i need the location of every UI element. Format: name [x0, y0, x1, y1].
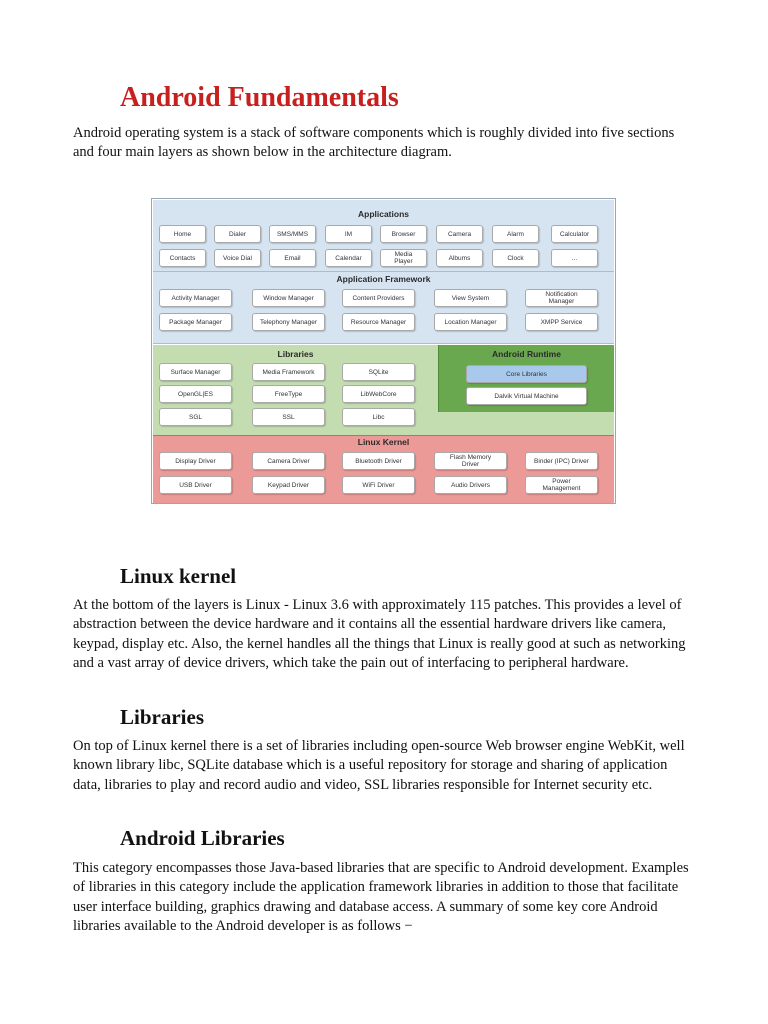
framework-activity-manager: Activity Manager — [159, 289, 232, 307]
framework-layer — [153, 272, 614, 344]
app-email: Email — [269, 249, 316, 267]
paragraph-libraries: On top of Linux kernel there is a set of libraries including open-source Web browser engine WebKit, well known library libc, SQLite database which is a useful repository for storage and sharing of application data, libraries to play and record audio and video, SSL libraries responsible for Internet security etc. — [73, 738, 685, 793]
applications-layer — [153, 200, 614, 272]
app-calculator: Calculator — [551, 225, 598, 243]
framework-content-providers: Content Providers — [342, 289, 415, 307]
app-media-player: Media Player — [380, 249, 427, 267]
kernel-power-management: Power Management — [525, 476, 598, 494]
framework-package-manager: Package Manager — [159, 313, 232, 331]
kernel-layer-title: Linux Kernel — [357, 437, 410, 447]
lib-media-framework: Media Framework — [252, 363, 325, 381]
kernel-binder-driver: Binder (IPC) Driver — [525, 452, 598, 470]
architecture-diagram — [151, 198, 616, 504]
app-dialer: Dialer — [214, 225, 261, 243]
kernel-keypad-driver: Keypad Driver — [252, 476, 325, 494]
kernel-camera-driver: Camera Driver — [252, 452, 325, 470]
kernel-layer — [153, 435, 614, 503]
app-alarm: Alarm — [492, 225, 539, 243]
lib-surface-manager: Surface Manager — [159, 363, 232, 381]
app-calendar: Calendar — [325, 249, 372, 267]
lib-freetype: FreeType — [252, 385, 325, 403]
kernel-usb-driver: USB Driver — [159, 476, 232, 494]
heading-libraries: Libraries — [120, 705, 204, 729]
framework-window-manager: Window Manager — [252, 289, 325, 307]
page-title: Android Fundamentals — [120, 82, 399, 113]
kernel-audio-drivers: Audio Drivers — [434, 476, 507, 494]
framework-notification-manager: Notification Manager — [525, 289, 598, 307]
framework-resource-manager: Resource Manager — [342, 313, 415, 331]
framework-xmpp-service: XMPP Service — [525, 313, 598, 331]
runtime-core-libraries: Core Libraries — [466, 365, 587, 383]
app-voice-dial: Voice Dial — [214, 249, 261, 267]
app-sms: SMS/MMS — [269, 225, 316, 243]
paragraph-android-libraries: This category encompasses those Java-based libraries that are specific to Android development. Examples of libraries in this category include the application framework libraries in addition to those that facilitate user interface building, graphics drawing and database access. A summary of some key core Android libraries available to the Android developer is as follows − — [73, 860, 689, 934]
lib-libwebcore: LibWebCore — [342, 385, 415, 403]
lib-ssl: SSL — [252, 408, 325, 426]
runtime-dalvik-vm: Dalvik Virtual Machine — [466, 387, 587, 405]
app-contacts: Contacts — [159, 249, 206, 267]
intro-paragraph: Android operating system is a stack of software components which is roughly divided into five sections and four main layers as shown below in the architecture diagram. — [73, 125, 675, 161]
kernel-flash-memory-driver: Flash Memory Driver — [434, 452, 507, 470]
lib-libc: Libc — [342, 408, 415, 426]
framework-layer-title: Application Framework — [336, 274, 431, 284]
paragraph-linux-kernel: At the bottom of the layers is Linux - Linux 3.6 with approximately 115 patches. This provides a level of abstraction between the device hardware and it contains all the essential hardware drivers like camera, keypad, display etc. Also, the kernel handles all the things that Linux is really good at such as networking and a vast array of device drivers, which take the pain out of interfacing to peripheral hardware. — [73, 597, 686, 671]
runtime-filler — [438, 412, 614, 435]
kernel-display-driver: Display Driver — [159, 452, 232, 470]
heading-linux-kernel: Linux kernel — [120, 564, 237, 588]
app-im: IM — [325, 225, 372, 243]
libraries-layer-title: Libraries — [277, 349, 314, 359]
app-clock: Clock — [492, 249, 539, 267]
framework-location-manager: Location Manager — [434, 313, 507, 331]
runtime-layer — [438, 345, 614, 412]
runtime-layer-title: Android Runtime — [492, 349, 561, 359]
libraries-layer — [153, 345, 438, 435]
kernel-wifi-driver: WiFi Driver — [342, 476, 415, 494]
kernel-bluetooth-driver: Bluetooth Driver — [342, 452, 415, 470]
app-more: ... — [551, 249, 598, 267]
lib-opengl: OpenGL|ES — [159, 385, 232, 403]
lib-sgl: SGL — [159, 408, 232, 426]
framework-view-system: View System — [434, 289, 507, 307]
app-home: Home — [159, 225, 206, 243]
framework-telephony-manager: Telephony Manager — [252, 313, 325, 331]
heading-android-libraries: Android Libraries — [120, 826, 285, 850]
app-camera: Camera — [436, 225, 483, 243]
lib-sqlite: SQLite — [342, 363, 415, 381]
applications-layer-title: Applications — [357, 209, 409, 219]
app-browser: Browser — [380, 225, 427, 243]
app-albums: Albums — [436, 249, 483, 267]
